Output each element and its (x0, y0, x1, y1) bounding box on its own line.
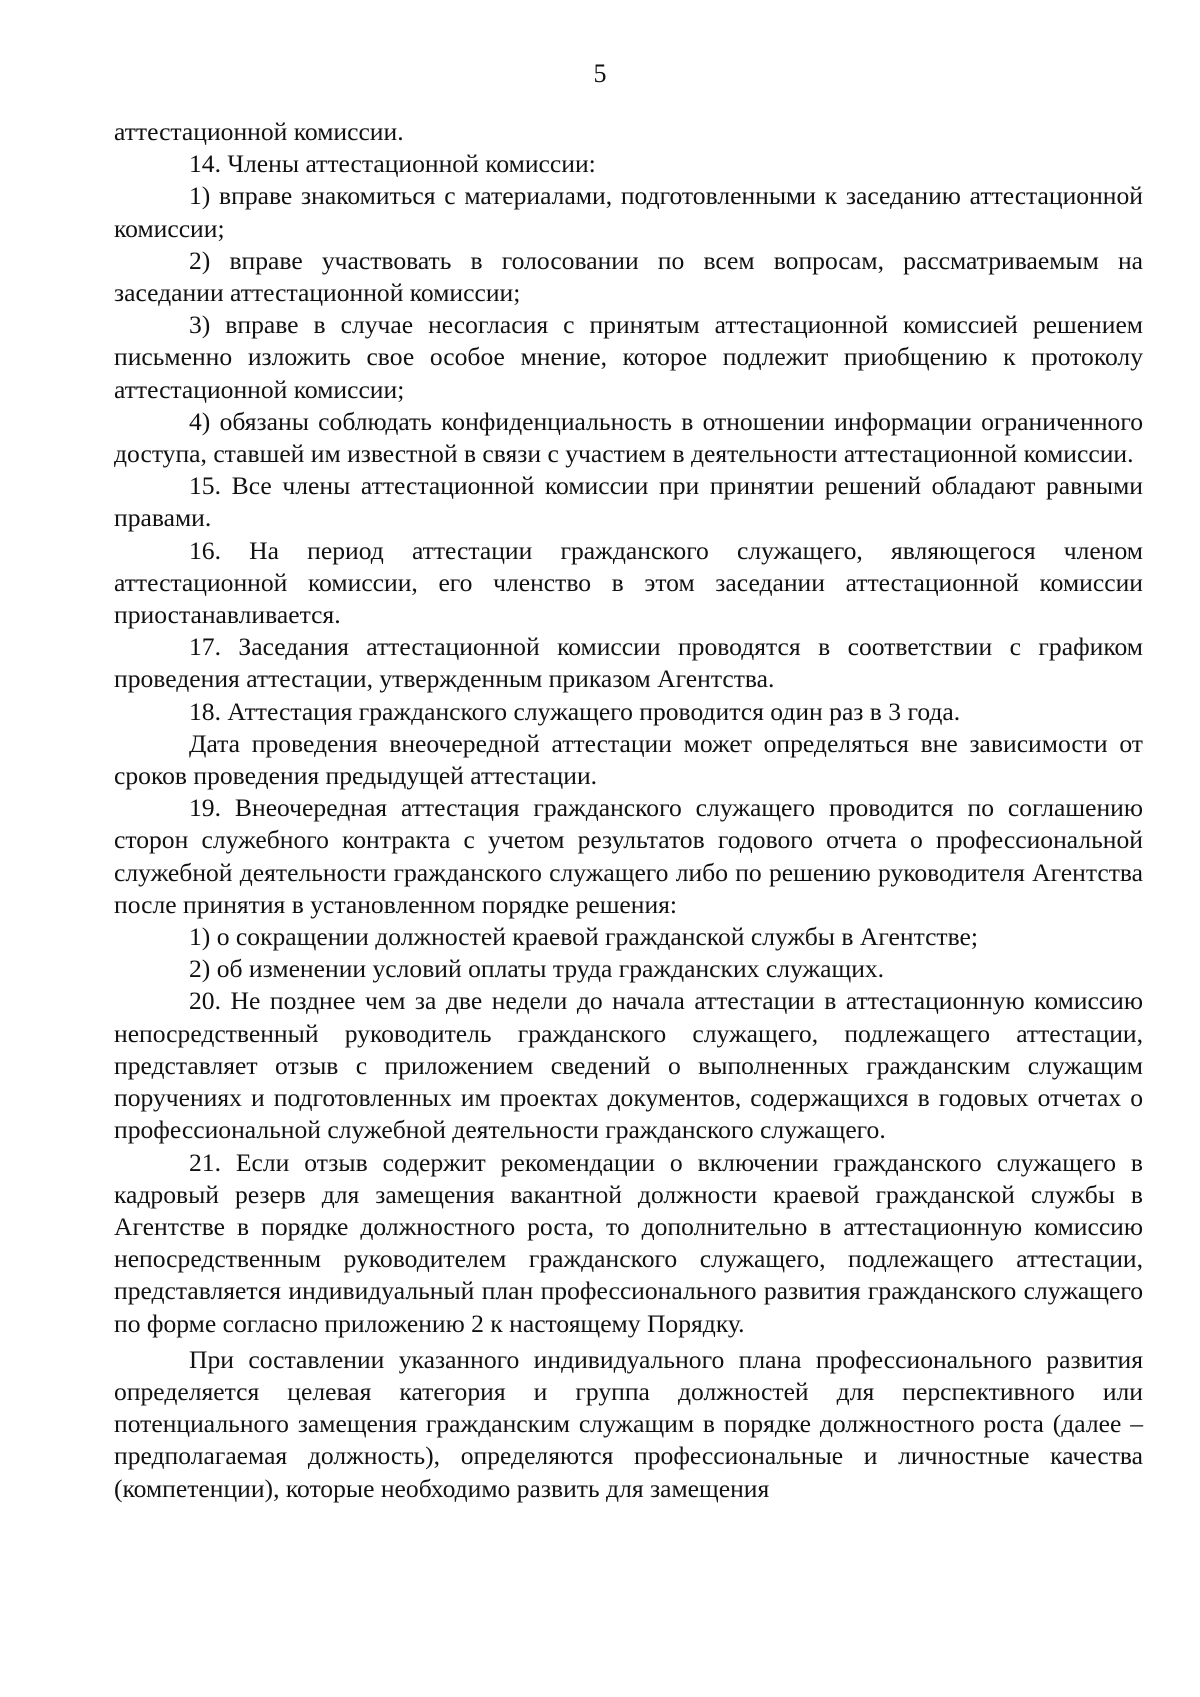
paragraph: 19. Внеочередная аттестация гражданского служащего проводится по соглашению сторон служебного контракта с учетом результатов годового отчета о профессиональной служебной деятельности гражданского служащего либо по решению руководителя Агентства после принятия в установленном порядке решения: (114, 793, 1143, 919)
paragraph: 15. Все члены аттестационной комиссии при принятии решений обладают равными правами. (114, 471, 1143, 533)
paragraph: 1) вправе знакомиться с материалами, подготовленными к заседанию аттестационной комиссии; (114, 181, 1143, 243)
paragraph: При составлении указанного индивидуального плана профессионального развития определяется целевая категория и группа должностей для перспективного или потенциального замещения гражданским служащим в порядке должностного роста (далее – предполагаемая должность), определяются профессиональные и личностные качества (компетенции), которые необходимо развить для замещения (114, 1344, 1143, 1503)
paragraph: 2) вправе участвовать в голосовании по всем вопросам, рассматриваемым на заседании аттестационной комиссии; (114, 245, 1143, 308)
paragraph: 18. Аттестация гражданского служащего проводится один раз в 3 года. (189, 696, 961, 726)
paragraph: Дата проведения внеочередной аттестации может определяться вне зависимости от сроков проведения предыдущей аттестации. (114, 728, 1143, 791)
paragraph: 16. На период аттестации гражданского служащего, являющегося членом аттестационной комиссии, его членство в этом заседании аттестационной комиссии приостанавливается. (114, 535, 1143, 630)
paragraph: аттестационной комиссии. (114, 117, 404, 146)
paragraph: 4) обязаны соблюдать конфиденциальность в отношении информации ограниченного доступа, ставшей им известной в связи с участием в деятельности аттестационной комиссии. (114, 406, 1143, 469)
paragraph: 1) о сокращении должностей краевой гражданской службы в Агентстве; (189, 922, 979, 952)
paragraph: 3) вправе в случае несогласия с принятым аттестационной комиссией решением письменно изложить свое особое мнение, которое подлежит приобщению к протоколу аттестационной комиссии; (114, 310, 1143, 404)
paragraph: 2) об изменении условий оплаты труда гражданских служащих. (189, 954, 885, 984)
page-number: 5 (593, 59, 607, 88)
paragraph: 20. Не позднее чем за две недели до начала аттестации в аттестационную комиссию непосредственный руководитель гражданского служащего, подлежащего аттестации, представляет отзыв с приложением сведений о выполненных гражданским служащим поручениях и подготовленных им проектах документов, содержащихся в годовых отчетах о профессиональной служебной деятельности гражданского служащего. (114, 986, 1143, 1145)
paragraph: 17. Заседания аттестационной комиссии проводятся в соответствии с графиком проведения аттестации, утвержденным приказом Агентства. (114, 632, 1143, 694)
paragraph: 21. Если отзыв содержит рекомендации о включении гражданского служащего в кадровый резерв для замещения вакантной должности краевой гражданской службы в Агентстве в порядке должностного роста, то дополнительно в аттестационную комиссию непосредственным руководителем гражданского служащего, подлежащего аттестации, представляется индивидуальный план профессионального развития гражданского служащего по форме согласно приложению 2 к настоящему Порядку. (114, 1147, 1143, 1338)
paragraph: 14. Члены аттестационной комиссии: (189, 149, 596, 179)
document-body (114, 116, 1143, 1505)
